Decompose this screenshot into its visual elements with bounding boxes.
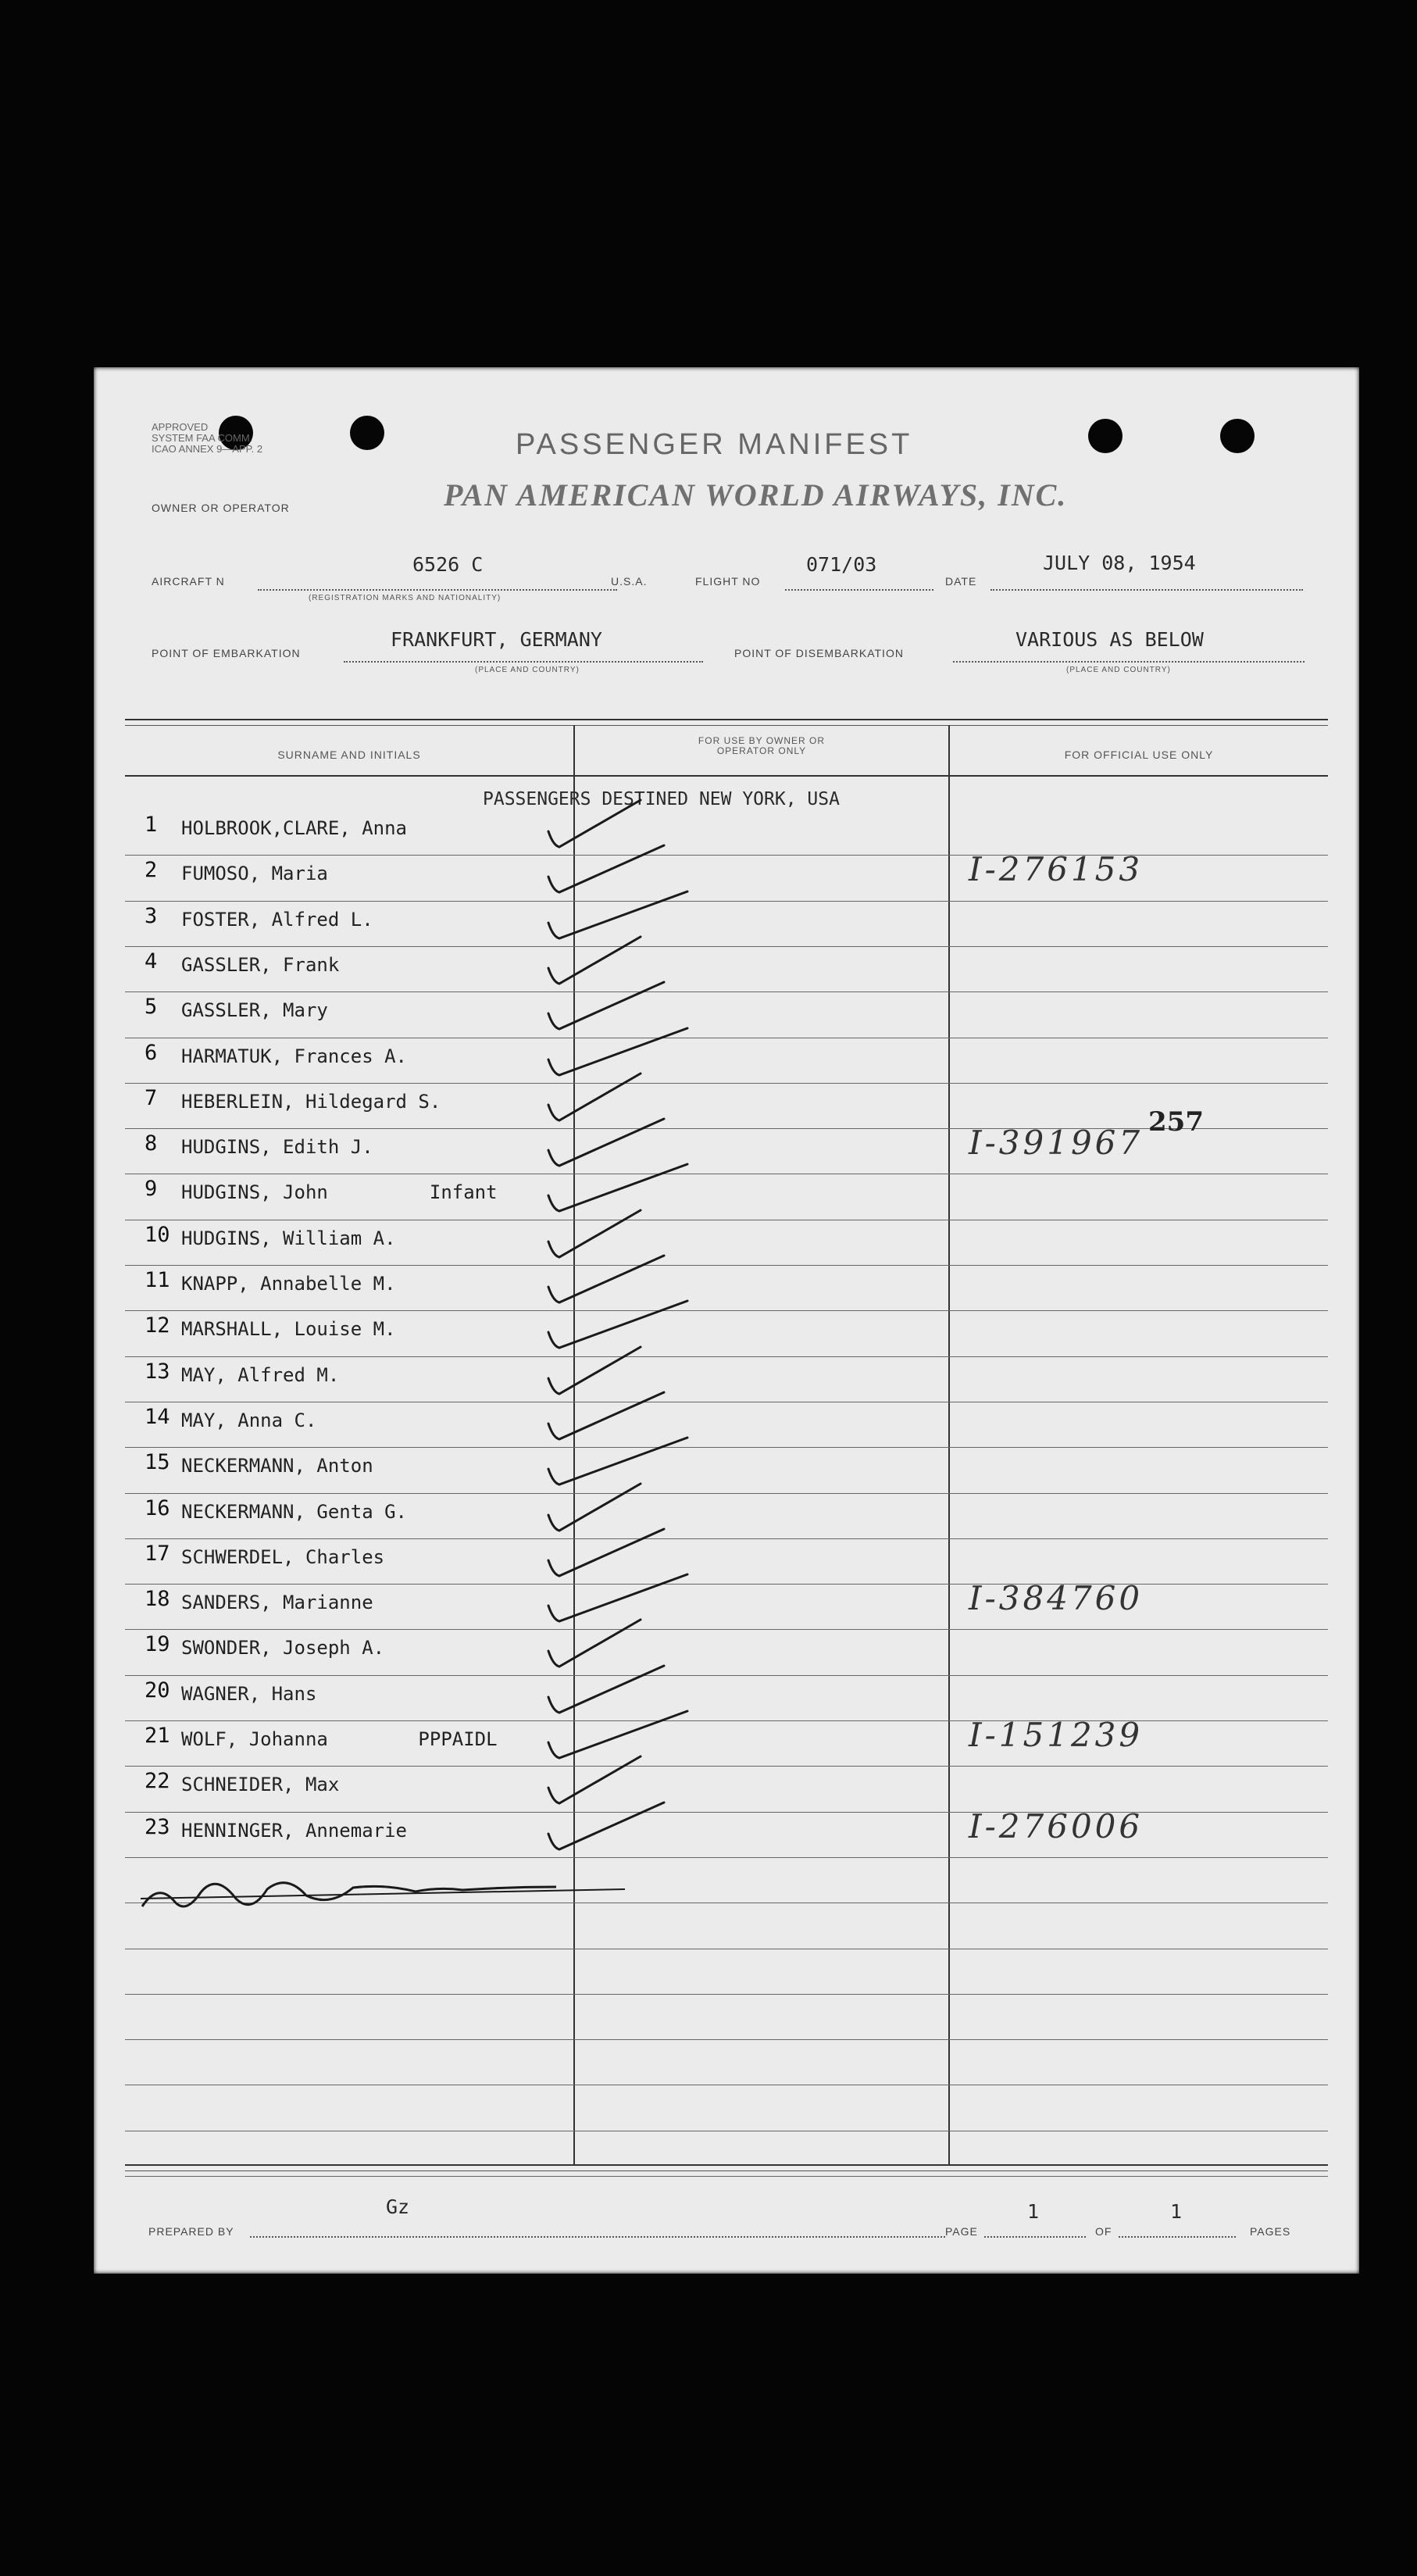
row-number: 23 [145, 1815, 170, 1839]
row-number: 16 [145, 1496, 170, 1520]
count-stamp: 257 [1148, 1106, 1204, 1138]
passenger-name: WAGNER, Hans [181, 1683, 317, 1705]
check-mark [548, 1574, 687, 1621]
row-number: 11 [145, 1268, 170, 1292]
official-number: I-384760 [969, 1579, 1144, 1617]
section-heading: PASSENGERS DESTINED NEW YORK, USA [483, 789, 840, 809]
manifest-sheet [94, 367, 1359, 2274]
check-mark [548, 1256, 664, 1302]
row-number: 17 [145, 1542, 170, 1566]
owner-column-header: FOR USE BY OWNER OR OPERATOR ONLY [698, 735, 826, 756]
row-number: 20 [145, 1678, 170, 1702]
passenger-name: HUDGINS, Edith J. [181, 1136, 373, 1158]
row-number: 8 [145, 1131, 158, 1156]
passenger-name: SCHWERDEL, Charles [181, 1546, 385, 1568]
passenger-name: HUDGINS, John Infant [181, 1181, 498, 1203]
check-mark [548, 1074, 641, 1120]
check-mark [548, 1529, 664, 1576]
disembarkation-label: POINT OF DISEMBARKATION [734, 647, 904, 659]
passenger-name: HENNINGER, Annemarie [181, 1820, 407, 1842]
approval-note: APPROVED SYSTEM FAA COMM. ICAO ANNEX 9—APP. 2 [152, 421, 263, 455]
row-number: 10 [145, 1223, 170, 1247]
check-mark [548, 1119, 664, 1166]
row-number: 1 [145, 813, 158, 837]
row-number: 3 [145, 904, 158, 928]
passenger-name: NECKERMANN, Genta G. [181, 1501, 407, 1523]
check-mark [548, 1301, 687, 1348]
prepared-value: Gz [386, 2195, 410, 2218]
passenger-name: HARMATUK, Frances A. [181, 1045, 407, 1067]
page-value: 1 [1027, 2200, 1040, 2223]
form-title: PASSENGER MANIFEST [516, 428, 913, 461]
passenger-name: MAY, Anna C. [181, 1409, 317, 1431]
passenger-name: HOLBROOK,CLARE, Anna [181, 817, 407, 839]
passenger-name: SWONDER, Joseph A. [181, 1637, 385, 1659]
official-number: I-151239 [969, 1716, 1144, 1754]
passenger-name: MAY, Alfred M. [181, 1364, 340, 1386]
passenger-name: MARSHALL, Louise M. [181, 1318, 396, 1340]
passenger-name: FOSTER, Alfred L. [181, 909, 373, 931]
passenger-name: SANDERS, Marianne [181, 1592, 373, 1613]
row-number: 7 [145, 1086, 158, 1110]
check-mark [548, 1347, 641, 1394]
official-number: I-276006 [969, 1807, 1144, 1845]
check-mark [548, 891, 687, 938]
check-mark [548, 1164, 687, 1211]
check-mark [548, 1392, 664, 1439]
usa-label: U.S.A. [611, 575, 648, 588]
passenger-name: WOLF, Johanna PPPAIDL [181, 1728, 498, 1750]
check-mark [548, 1802, 664, 1849]
check-mark [548, 800, 641, 847]
row-number: 19 [145, 1632, 170, 1656]
row-number: 22 [145, 1769, 170, 1793]
check-mark [548, 982, 664, 1029]
check-mark [548, 937, 641, 984]
row-number: 2 [145, 858, 158, 882]
row-number: 15 [145, 1450, 170, 1474]
row-number: 13 [145, 1359, 170, 1384]
row-number: 6 [145, 1041, 158, 1065]
embarkation-value: FRANKFURT, GERMANY [391, 628, 602, 651]
row-number: 5 [145, 995, 158, 1019]
check-mark [548, 1666, 664, 1713]
official-column-header: FOR OFFICIAL USE ONLY [1064, 749, 1214, 761]
place-caption-disembark: (PLACE AND COUNTRY) [1066, 666, 1171, 674]
surname-column-header: SURNAME AND INITIALS [277, 749, 421, 761]
pages-label: PAGES [1250, 2225, 1291, 2238]
official-number: I-276153 [969, 850, 1144, 888]
check-marks [94, 367, 1359, 2274]
airline-name: PAN AMERICAN WORLD AIRWAYS, INC. [444, 477, 1068, 513]
of-value: 1 [1170, 2200, 1183, 2223]
passenger-name: SCHNEIDER, Max [181, 1774, 340, 1795]
check-mark [548, 1756, 641, 1803]
passenger-name: NECKERMANN, Anton [181, 1455, 373, 1477]
check-mark [548, 1620, 641, 1667]
passenger-name: HUDGINS, William A. [181, 1227, 396, 1249]
check-mark [548, 1438, 687, 1485]
row-number: 14 [145, 1405, 170, 1429]
row-number: 9 [145, 1177, 158, 1201]
place-caption-embark: (PLACE AND COUNTRY) [475, 666, 580, 674]
flight-label: FLIGHT NO [695, 575, 761, 588]
passenger-name: HEBERLEIN, Hildegard S. [181, 1091, 441, 1113]
disembarkation-value: VARIOUS AS BELOW [1015, 628, 1204, 651]
row-number: 12 [145, 1313, 170, 1338]
row-number: 21 [145, 1724, 170, 1748]
passenger-name: FUMOSO, Maria [181, 863, 328, 884]
page-label: PAGE [945, 2225, 978, 2238]
official-number: I-391967 [969, 1124, 1144, 1162]
passenger-name: GASSLER, Mary [181, 999, 328, 1021]
registration-caption: (REGISTRATION MARKS AND NATIONALITY) [309, 594, 501, 602]
check-mark [548, 1711, 687, 1758]
embarkation-label: POINT OF EMBARKATION [152, 647, 301, 659]
date-label: DATE [945, 575, 977, 588]
check-mark [548, 1210, 641, 1257]
flight-value: 071/03 [806, 553, 877, 576]
date-value: JULY 08, 1954 [1043, 552, 1196, 574]
check-mark [548, 1028, 687, 1075]
passenger-name: GASSLER, Frank [181, 954, 340, 976]
row-number: 4 [145, 949, 158, 974]
prepared-label: PREPARED BY [148, 2225, 234, 2238]
of-label: OF [1095, 2225, 1112, 2238]
owner-label: OWNER OR OPERATOR [152, 502, 290, 514]
passenger-name: KNAPP, Annabelle M. [181, 1273, 396, 1295]
row-number: 18 [145, 1587, 170, 1611]
aircraft-value: 6526 C [412, 553, 484, 576]
aircraft-label: AIRCRAFT N [152, 575, 225, 588]
check-mark [548, 845, 664, 892]
check-mark [548, 1484, 641, 1531]
